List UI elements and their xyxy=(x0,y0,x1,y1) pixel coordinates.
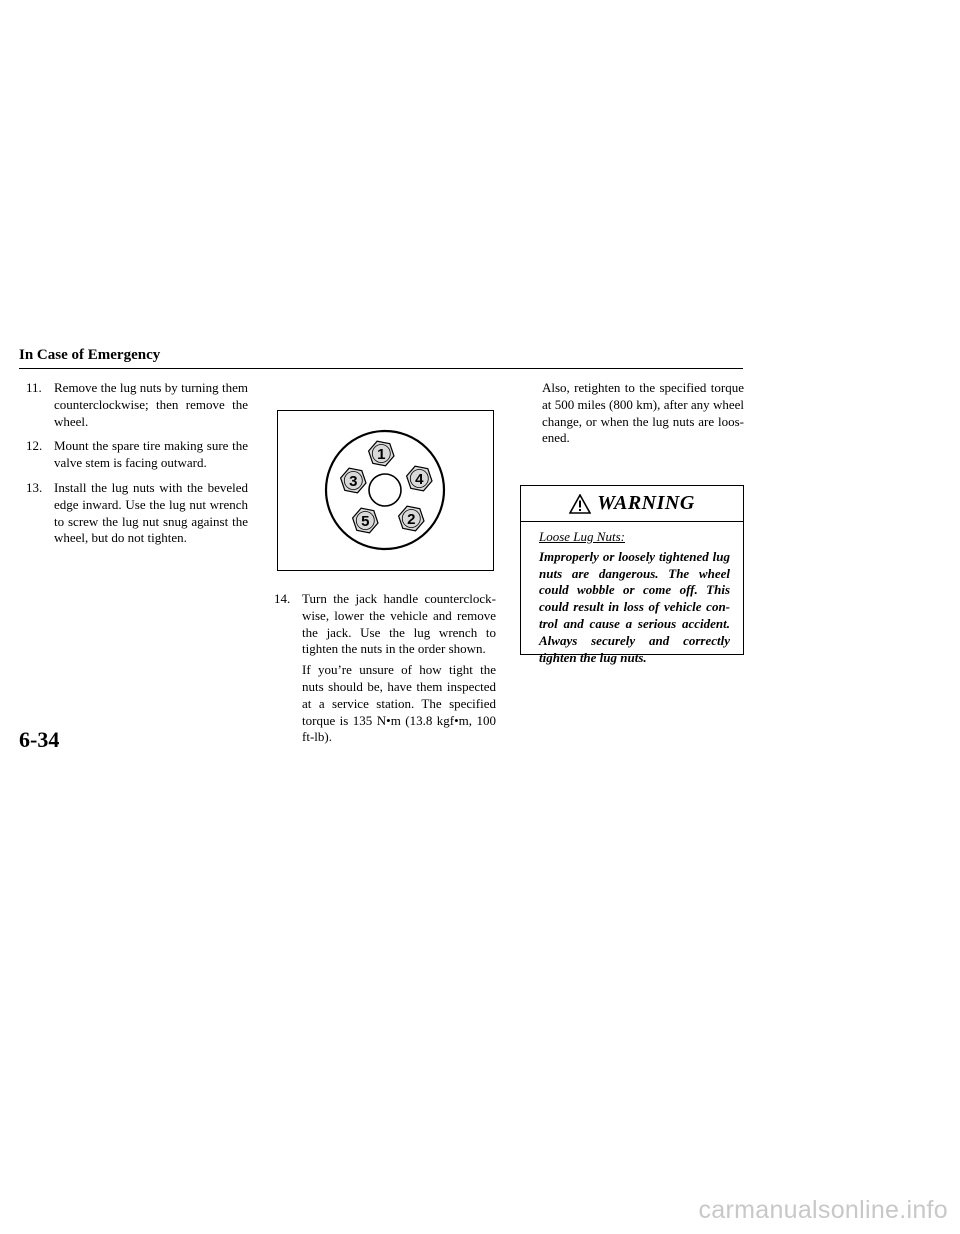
step-followup-text: If you’re unsure of how tight the nuts should be, have them inspected at a service station. The specified torque is 135 N•m (13.8 kgf•m, 100 ft-lb). xyxy=(302,662,496,745)
step-number: 13. xyxy=(26,479,43,495)
step-item xyxy=(26,480,248,547)
lug-nut-5 xyxy=(353,508,378,533)
retighten-text: Also, retighten to the specified torque at 500 miles (800 km), after any wheel change, or when the lug nuts are loos-ened. xyxy=(542,380,744,446)
lug-nut-4-label: 4 xyxy=(415,471,424,488)
lug-nut-4 xyxy=(407,466,432,491)
watermark: carmanualsonline.info xyxy=(698,1196,948,1224)
header-divider xyxy=(19,368,743,369)
step-item xyxy=(26,438,248,472)
warning-box xyxy=(520,485,744,665)
step-text: Remove the lug nuts by turning them counterclockwise; then remove the wheel. xyxy=(54,380,248,429)
steps-column xyxy=(26,380,248,555)
warning-header xyxy=(521,486,743,522)
step-number: 11. xyxy=(26,380,42,395)
hub-center-bore xyxy=(369,474,401,506)
lug-nut-order-figure xyxy=(277,410,494,571)
step-number: 14. xyxy=(274,591,291,606)
lug-nut-3 xyxy=(341,468,366,493)
lug-nut-1 xyxy=(369,441,394,466)
right-column xyxy=(520,380,744,447)
step-item xyxy=(274,591,496,746)
lug-nut-2-label: 2 xyxy=(407,511,416,528)
step-item xyxy=(26,380,248,430)
lug-nut-2 xyxy=(399,506,424,531)
lug-nut-1-label: 1 xyxy=(377,446,386,463)
step-text: Turn the jack handle counterclock-wise, lower the vehicle and remove the jack. Use the lug wrench to tighten the nuts in the order shown. xyxy=(302,591,496,657)
warning-body xyxy=(521,522,743,666)
step-number: 12. xyxy=(26,438,43,454)
step14-column xyxy=(274,591,496,754)
warning-text: Improperly or loosely tightened lug nuts are dangerous. The wheel could wobble or come off. This could result in loss of vehicle con-trol and cause a serious accident. Always securely and correctly tighten the lug nuts. xyxy=(539,548,730,665)
lug-nut-3-label: 3 xyxy=(349,473,358,490)
step-text: Install the lug nuts with the beveled edge inward. Use the lug nut wrench to screw the lug nut snug against the wheel, but do not tighten. xyxy=(54,479,248,546)
warning-subtitle: Loose Lug Nuts: xyxy=(539,529,625,544)
warning-triangle-icon xyxy=(569,494,591,514)
warning-title: WARNING xyxy=(597,492,695,514)
step-text: Mount the spare tire making sure the valve stem is facing outward. xyxy=(54,438,248,471)
lug-nut-5-label: 5 xyxy=(361,513,370,530)
wheel-hub-illustration xyxy=(278,411,493,570)
section-header: In Case of Emergency xyxy=(19,347,161,363)
page-number: 6-34 xyxy=(19,727,60,752)
